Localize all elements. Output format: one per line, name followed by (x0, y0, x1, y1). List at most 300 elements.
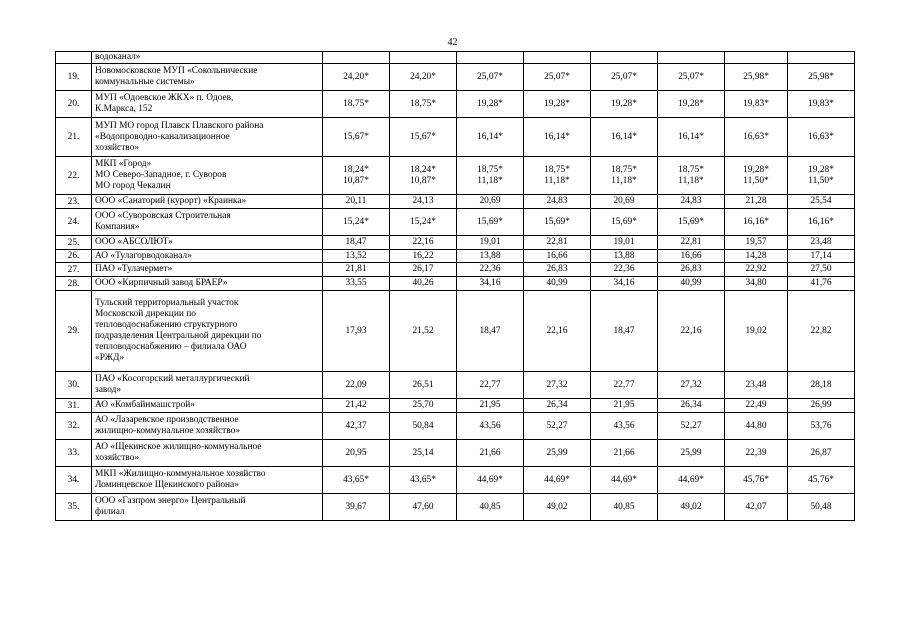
tariff-value-cell (788, 413, 855, 440)
tariff-value: 24,20* (410, 71, 436, 82)
tariff-value: 22,16 (412, 237, 434, 247)
tariff-value: 14,28 (745, 250, 767, 261)
tariff-value: 19,02 (745, 325, 767, 336)
tariff-value-cell (390, 372, 457, 399)
organization-name (92, 440, 323, 467)
tariff-value: 43,65* (343, 474, 369, 485)
tariff-value-cell (725, 195, 788, 209)
tariff-value-cell (591, 263, 658, 277)
tariff-value: 15,69* (678, 216, 704, 227)
tariff-value-cell (725, 399, 788, 413)
tariff-value-cell (323, 291, 390, 372)
tariff-value: 22,36 (479, 264, 501, 274)
tariff-value: 18,47 (613, 325, 635, 336)
tariff-value: 47,60 (412, 501, 434, 512)
tariff-value-cell (390, 157, 457, 195)
organization-name (92, 91, 323, 118)
tariff-value-cell (323, 372, 390, 399)
tariff-value-cell (323, 236, 390, 250)
tariff-value-cell (524, 195, 591, 209)
table-row (56, 64, 855, 91)
tariff-value-cell (658, 91, 725, 118)
organization-name-line: водоканал» (95, 52, 141, 62)
tariff-value: 24,83 (546, 196, 568, 206)
tariff-value-cell (457, 291, 524, 372)
tariff-value-cell (457, 413, 524, 440)
tariff-value-cell (788, 52, 855, 64)
table-row (56, 263, 855, 277)
tariff-value: 43,65* (410, 474, 436, 485)
tariff-value: 15,24* (410, 216, 436, 227)
tariff-value: 21,28 (745, 196, 767, 206)
tariff-value-cell (788, 91, 855, 118)
tariff-value: 43,56 (613, 420, 635, 431)
tariff-value-cell (725, 209, 788, 236)
tariff-value-cell (390, 494, 457, 521)
organization-name-line: Московской дирекции по (95, 309, 196, 319)
tariff-value: 19,28* (611, 98, 637, 109)
tariff-value: 22,39 (745, 447, 767, 458)
tariff-value: 44,69* (611, 474, 637, 485)
organization-name-line: Компания» (95, 222, 140, 232)
tariff-value-cell (457, 467, 524, 494)
tariff-value-cell (591, 64, 658, 91)
tariff-value: 22,81 (546, 237, 568, 247)
tariff-value-cell (788, 494, 855, 521)
tariff-value-cell (524, 236, 591, 250)
tariff-value-cell (457, 52, 524, 64)
tariff-value-cell (788, 277, 855, 291)
tariff-value-cell (323, 494, 390, 521)
tariff-value-cell (390, 91, 457, 118)
organization-name (92, 494, 323, 521)
tariff-value-cell (725, 236, 788, 250)
tariff-value: 26,51 (412, 379, 434, 390)
table-row (56, 467, 855, 494)
organization-name-line: АО «Щекинское жилищно-коммунальное (95, 442, 262, 452)
tariff-table (55, 51, 855, 521)
tariff-value: 20,11 (345, 196, 367, 206)
tariff-value: 45,76* (743, 474, 769, 485)
organization-name (92, 118, 323, 157)
table-row (56, 399, 855, 413)
organization-name-line: коммунальные системы» (95, 77, 195, 87)
tariff-value-cell (591, 399, 658, 413)
tariff-value: 45,76* (808, 474, 834, 485)
tariff-value: 19,28* (678, 98, 704, 109)
tariff-value: 11,50* (743, 175, 769, 186)
tariff-value: 26,83 (546, 264, 568, 274)
tariff-value: 16,66 (680, 250, 702, 261)
tariff-value-cell (591, 440, 658, 467)
tariff-value: 10,87* (343, 175, 369, 186)
row-number: 30. (56, 372, 92, 399)
tariff-value: 44,80 (745, 420, 767, 431)
tariff-value: 41,76 (810, 278, 832, 288)
tariff-value: 16,66 (546, 250, 568, 261)
tariff-value: 15,67* (343, 131, 369, 142)
tariff-value: 16,22 (412, 250, 434, 261)
tariff-value-cell (457, 195, 524, 209)
tariff-value: 23,48 (810, 237, 832, 247)
tariff-value-cell (323, 263, 390, 277)
tariff-value: 19,01 (479, 237, 501, 247)
tariff-value-cell (591, 467, 658, 494)
organization-name-line: ООО «Газпром энерго» Центральный (95, 496, 246, 506)
tariff-value-cell (323, 399, 390, 413)
organization-name-line: К.Маркса, 152 (95, 104, 153, 114)
tariff-value-cell (788, 236, 855, 250)
tariff-value: 25,07* (544, 71, 570, 82)
tariff-value-cell (457, 64, 524, 91)
organization-name-line: ООО «АБСОЛЮТ» (95, 237, 173, 247)
tariff-value: 49,02 (546, 501, 568, 512)
tariff-value: 18,75* (678, 164, 704, 175)
tariff-value-cell (591, 195, 658, 209)
organization-name-line: жилищно-коммунальное хозяйство» (95, 426, 240, 436)
tariff-value: 16,14* (678, 131, 704, 142)
tariff-value-cell (457, 494, 524, 521)
tariff-value: 25,98* (743, 71, 769, 82)
organization-name-line: ПАО «Тулачермет» (95, 264, 173, 274)
tariff-value-cell (591, 250, 658, 263)
tariff-value: 22,49 (745, 400, 767, 410)
organization-name-line: АО «Лазаревское производственное (95, 415, 239, 425)
row-number (56, 52, 92, 64)
tariff-value-cell (725, 91, 788, 118)
tariff-value-cell (591, 157, 658, 195)
tariff-value-cell (390, 440, 457, 467)
tariff-value-cell (591, 236, 658, 250)
tariff-value: 22,92 (745, 264, 767, 274)
tariff-value-cell (788, 440, 855, 467)
tariff-value: 44,69* (544, 474, 570, 485)
tariff-value: 50,48 (810, 501, 832, 512)
tariff-value: 19,57 (745, 237, 767, 247)
tariff-value: 16,63* (808, 131, 834, 142)
tariff-value-cell (323, 413, 390, 440)
organization-name-line: Ломинцевское Щекинского района» (95, 480, 239, 490)
row-number: 24. (56, 209, 92, 236)
tariff-value: 13,52 (345, 250, 367, 261)
tariff-value: 25,14 (412, 447, 434, 458)
tariff-value: 21,95 (479, 400, 501, 410)
tariff-value-cell (788, 291, 855, 372)
organization-name-line: филиал (95, 507, 125, 517)
tariff-value-cell (524, 372, 591, 399)
tariff-value: 19,28* (808, 164, 834, 175)
table-row (56, 118, 855, 157)
tariff-value-cell (524, 91, 591, 118)
organization-name-line: МО город Чекалин (95, 181, 171, 191)
tariff-value: 18,24* (410, 164, 436, 175)
tariff-value-cell (390, 277, 457, 291)
table-row (56, 91, 855, 118)
tariff-value-cell (591, 52, 658, 64)
tariff-value-cell (788, 64, 855, 91)
organization-name-line: хозяйство» (95, 142, 140, 153)
tariff-value: 27,32 (546, 379, 568, 390)
tariff-value-cell (725, 494, 788, 521)
tariff-value-cell (524, 467, 591, 494)
tariff-value-cell (524, 52, 591, 64)
organization-name-line: МУП «Одоевское ЖКХ» п. Одоев, (95, 93, 234, 103)
table-row (56, 494, 855, 521)
tariff-value-cell (323, 64, 390, 91)
tariff-value-cell (457, 263, 524, 277)
tariff-value-cell (591, 291, 658, 372)
organization-name-line: тепловодоснабжению – филиала ОАО (95, 342, 247, 352)
tariff-value: 22,16 (680, 325, 702, 336)
organization-name (92, 52, 323, 64)
tariff-value-cell (390, 236, 457, 250)
organization-name (92, 467, 323, 494)
tariff-value: 40,85 (613, 501, 635, 512)
tariff-value: 27,32 (680, 379, 702, 390)
organization-name-line: ПАО «Косогорский металлургический (95, 374, 250, 384)
tariff-value: 19,28* (743, 164, 769, 175)
tariff-value-cell (725, 157, 788, 195)
organization-name (92, 209, 323, 236)
tariff-value-cell (725, 250, 788, 263)
row-number: 21. (56, 118, 92, 157)
organization-name (92, 263, 323, 277)
tariff-value-cell (725, 263, 788, 277)
tariff-value-cell (323, 250, 390, 263)
tariff-value-cell (788, 372, 855, 399)
tariff-value: 52,27 (680, 420, 702, 431)
tariff-value: 21,95 (613, 400, 635, 410)
tariff-value: 18,24* (343, 164, 369, 175)
tariff-value: 19,28* (544, 98, 570, 109)
row-number: 32. (56, 413, 92, 440)
tariff-value: 22,16 (546, 325, 568, 336)
tariff-value-cell (658, 399, 725, 413)
tariff-value: 25,54 (810, 196, 832, 206)
tariff-value: 53,76 (810, 420, 832, 431)
tariff-value-cell (323, 467, 390, 494)
tariff-value-cell (524, 250, 591, 263)
tariff-value: 21,42 (345, 400, 367, 410)
tariff-value-cell (457, 91, 524, 118)
tariff-value: 20,69 (613, 196, 635, 206)
row-number: 25. (56, 236, 92, 250)
tariff-value: 44,69* (678, 474, 704, 485)
tariff-value-cell (591, 209, 658, 236)
organization-name-line: МКП «Жилищно-коммунальное хозяйство (95, 469, 266, 479)
tariff-value: 19,28* (477, 98, 503, 109)
tariff-value-cell (725, 372, 788, 399)
tariff-value-cell (323, 52, 390, 64)
tariff-value-cell (524, 209, 591, 236)
organization-name-line: МО Северо-Западное, г. Суворов (95, 170, 227, 180)
tariff-value: 20,69 (479, 196, 501, 206)
tariff-value-cell (390, 118, 457, 157)
organization-name (92, 195, 323, 209)
tariff-value: 25,07* (477, 71, 503, 82)
tariff-value: 34,16 (613, 278, 635, 288)
tariff-value-cell (658, 263, 725, 277)
table-row (56, 209, 855, 236)
tariff-value-cell (390, 467, 457, 494)
tariff-value-cell (591, 118, 658, 157)
tariff-value-cell (725, 291, 788, 372)
tariff-value: 19,83* (808, 98, 834, 109)
tariff-value-cell (323, 118, 390, 157)
tariff-value: 16,14* (611, 131, 637, 142)
tariff-value: 22,77 (613, 379, 635, 390)
tariff-value: 11,18* (611, 175, 637, 186)
tariff-value-cell (788, 157, 855, 195)
tariff-value: 25,98* (808, 71, 834, 82)
tariff-value: 22,81 (680, 237, 702, 247)
tariff-value: 10,87* (410, 175, 436, 186)
tariff-value: 25,07* (611, 71, 637, 82)
tariff-value-cell (323, 209, 390, 236)
tariff-value-cell (390, 209, 457, 236)
tariff-value-cell (390, 250, 457, 263)
tariff-value-cell (524, 157, 591, 195)
row-number: 33. (56, 440, 92, 467)
tariff-value: 21,66 (479, 447, 501, 458)
organization-name (92, 413, 323, 440)
tariff-value: 44,69* (477, 474, 503, 485)
tariff-value: 18,75* (410, 98, 436, 109)
tariff-value-cell (788, 399, 855, 413)
organization-name-line: тепловодоснабжению структурного (95, 320, 238, 330)
tariff-value: 16,16* (808, 216, 834, 227)
tariff-value: 21,52 (412, 325, 434, 336)
tariff-value: 11,18* (544, 175, 570, 186)
tariff-value: 16,16* (743, 216, 769, 227)
tariff-value-cell (323, 157, 390, 195)
tariff-value: 18,75* (544, 164, 570, 175)
tariff-value: 22,09 (345, 379, 367, 390)
organization-name-line: МКП «Город» (95, 159, 152, 169)
tariff-value: 26,87 (810, 447, 832, 458)
organization-name (92, 250, 323, 263)
tariff-value: 17,93 (345, 325, 367, 336)
tariff-value-cell (524, 494, 591, 521)
tariff-value: 26,83 (680, 264, 702, 274)
tariff-value: 22,36 (613, 264, 635, 274)
organization-name (92, 277, 323, 291)
tariff-value: 27,50 (810, 264, 832, 274)
organization-name-line: Новомосковское МУП «Сокольнические (95, 66, 258, 76)
tariff-value-cell (658, 52, 725, 64)
tariff-value: 24,83 (680, 196, 702, 206)
organization-name-line: подразделения Центральной дирекции по (95, 331, 262, 341)
tariff-value-cell (658, 372, 725, 399)
tariff-value: 26,34 (546, 400, 568, 410)
tariff-value-cell (591, 494, 658, 521)
tariff-value-cell (658, 236, 725, 250)
row-number: 22. (56, 157, 92, 195)
table-row (56, 440, 855, 467)
table-row (56, 372, 855, 399)
tariff-value: 11,18* (678, 175, 704, 186)
tariff-value: 22,82 (810, 325, 832, 336)
tariff-value-cell (658, 440, 725, 467)
organization-name-line: АО «Комбайнмашстрой» (95, 400, 195, 410)
tariff-value: 22,77 (479, 379, 501, 390)
tariff-value: 26,99 (810, 400, 832, 410)
tariff-value: 49,02 (680, 501, 702, 512)
organization-name-line: ООО «Санаторий (курорт) «Краинка» (95, 196, 247, 206)
tariff-value: 15,69* (611, 216, 637, 227)
tariff-value-cell (658, 277, 725, 291)
tariff-value: 25,70 (412, 400, 434, 410)
tariff-value-cell (788, 118, 855, 157)
row-number: 23. (56, 195, 92, 209)
organization-name (92, 399, 323, 413)
tariff-value-cell (524, 440, 591, 467)
tariff-value: 16,14* (544, 131, 570, 142)
table-row (56, 250, 855, 263)
row-number: 29. (56, 291, 92, 372)
tariff-value: 18,47 (479, 325, 501, 336)
tariff-value: 18,47 (345, 237, 367, 247)
tariff-value-cell (457, 118, 524, 157)
tariff-value: 21,81 (345, 264, 367, 274)
table-row (56, 157, 855, 195)
tariff-value-cell (323, 91, 390, 118)
tariff-value: 11,18* (477, 175, 503, 186)
tariff-value: 13,88 (479, 250, 501, 261)
tariff-value: 20,95 (345, 447, 367, 458)
organization-name-line: АО «Тулагорводоканал» (95, 250, 192, 261)
tariff-value-cell (524, 263, 591, 277)
tariff-value: 43,56 (479, 420, 501, 431)
tariff-value: 24,13 (412, 196, 434, 206)
tariff-value-cell (390, 195, 457, 209)
tariff-value: 24,20* (343, 71, 369, 82)
tariff-value-cell (788, 195, 855, 209)
tariff-value: 26,17 (412, 264, 434, 274)
tariff-value-cell (591, 413, 658, 440)
row-number: 19. (56, 64, 92, 91)
table-row (56, 52, 855, 64)
tariff-value-cell (591, 277, 658, 291)
tariff-value-cell (524, 399, 591, 413)
tariff-value-cell (725, 118, 788, 157)
page-number: 42 (447, 37, 458, 48)
organization-name-line: завод» (95, 385, 122, 395)
tariff-value-cell (658, 413, 725, 440)
tariff-value: 15,67* (410, 131, 436, 142)
organization-name-line: ООО «Суворовская Строительная (95, 211, 231, 221)
table-row (56, 413, 855, 440)
tariff-value: 28,18 (810, 379, 832, 390)
tariff-value: 19,01 (613, 237, 635, 247)
tariff-value: 34,80 (745, 278, 767, 288)
tariff-value-cell (457, 372, 524, 399)
tariff-value-cell (457, 250, 524, 263)
tariff-value: 42,37 (345, 420, 367, 431)
row-number: 20. (56, 91, 92, 118)
tariff-value-cell (323, 277, 390, 291)
tariff-value: 25,99 (680, 447, 702, 458)
tariff-value: 13,88 (613, 250, 635, 261)
tariff-value: 19,83* (743, 98, 769, 109)
tariff-value: 42,07 (745, 501, 767, 512)
tariff-value-cell (457, 277, 524, 291)
tariff-value: 39,67 (345, 501, 367, 512)
tariff-value-cell (658, 157, 725, 195)
table-row (56, 291, 855, 372)
tariff-value-cell (457, 440, 524, 467)
tariff-value-cell (524, 277, 591, 291)
